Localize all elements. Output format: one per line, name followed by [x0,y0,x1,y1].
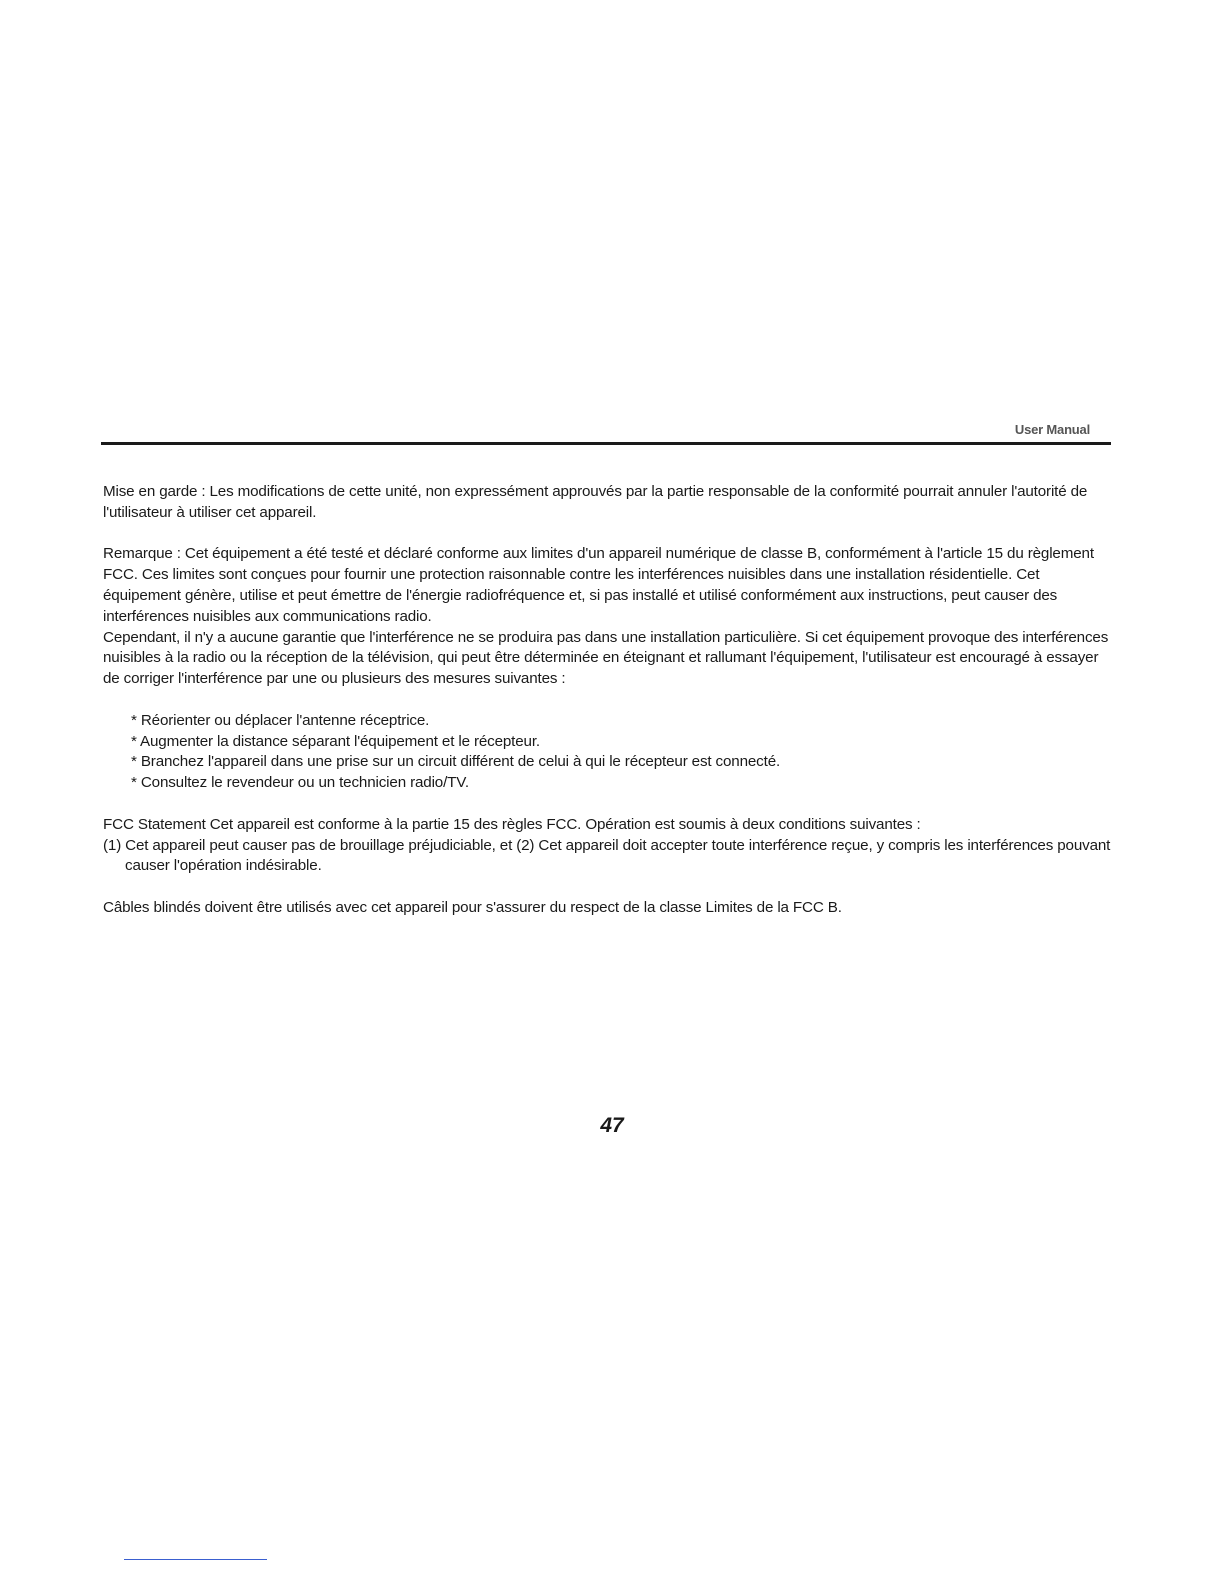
header-divider [101,442,1111,445]
fcc-statement: FCC Statement Cet appareil est conforme à la partie 15 des règles FCC. Opération est soumis à deux conditions suivantes : [103,815,921,833]
paragraph-spacer [103,877,1113,898]
however-paragraph: Cependant, il n'y a aucune garantie que l'interférence ne se produira pas dans une installation particulière. Si cet équipement provoque des interférences nuisibles à la radio ou la réception de la télévision, qui peut être déterminée en éteignant et rallumant l'équipement, l'utilisateur est encouragé à essayer de corriger l'interférence par une ou plusieurs des mesures suivantes : [103,628,1109,688]
footnote-divider [124,1559,267,1560]
list-item: * Branchez l'appareil dans une prise sur un circuit différent de celui à qui le récepteur est connecté. [131,753,781,771]
paragraph-spacer [103,690,1113,711]
header-label: User Manual [1014,422,1090,437]
paragraph-spacer [103,794,1113,815]
list-item: * Augmenter la distance séparant l'équipement et le récepteur. [131,732,540,750]
list-item: * Consultez le revendeur ou un technicien radio/TV. [131,774,469,792]
page-number: 47 [600,1114,624,1137]
measures-list [103,711,1113,794]
remark-paragraph: Remarque : Cet équipement a été testé et déclaré conforme aux limites d'un appareil numérique de classe B, conformément à l'article 15 du règlement FCC. Ces limites sont conçues pour fournir une protection raisonnable contre les interférences nuisibles dans une installation résidentielle. Cet équipement génère, utilise et peut émettre de l'énergie radiofréquence et, si pas installé et utilisé conformément aux instructions, peut causer des interférences nuisibles aux communications radio. [103,545,1094,625]
document-body [103,482,1113,919]
shielded-cables-note: Câbles blindés doivent être utilisés avec cet appareil pour s'assurer du respect de la classe Limites de la FCC B. [103,898,842,916]
paragraph-spacer [103,524,1113,545]
list-item: * Réorienter ou déplacer l'antenne réceptrice. [131,711,430,729]
caution-paragraph: Mise en garde : Les modifications de cette unité, non expressément approuvés par la partie responsable de la conformité pourrait annuler l'autorité de l'utilisateur à utiliser cet appareil. [103,483,1088,521]
fcc-conditions: (1) Cet appareil peut causer pas de brouillage préjudiciable, et (2) Cet appareil doit accepter toute interférence reçue, y compris les interférences pouvant causer l'opération indésirable. [103,836,1111,875]
